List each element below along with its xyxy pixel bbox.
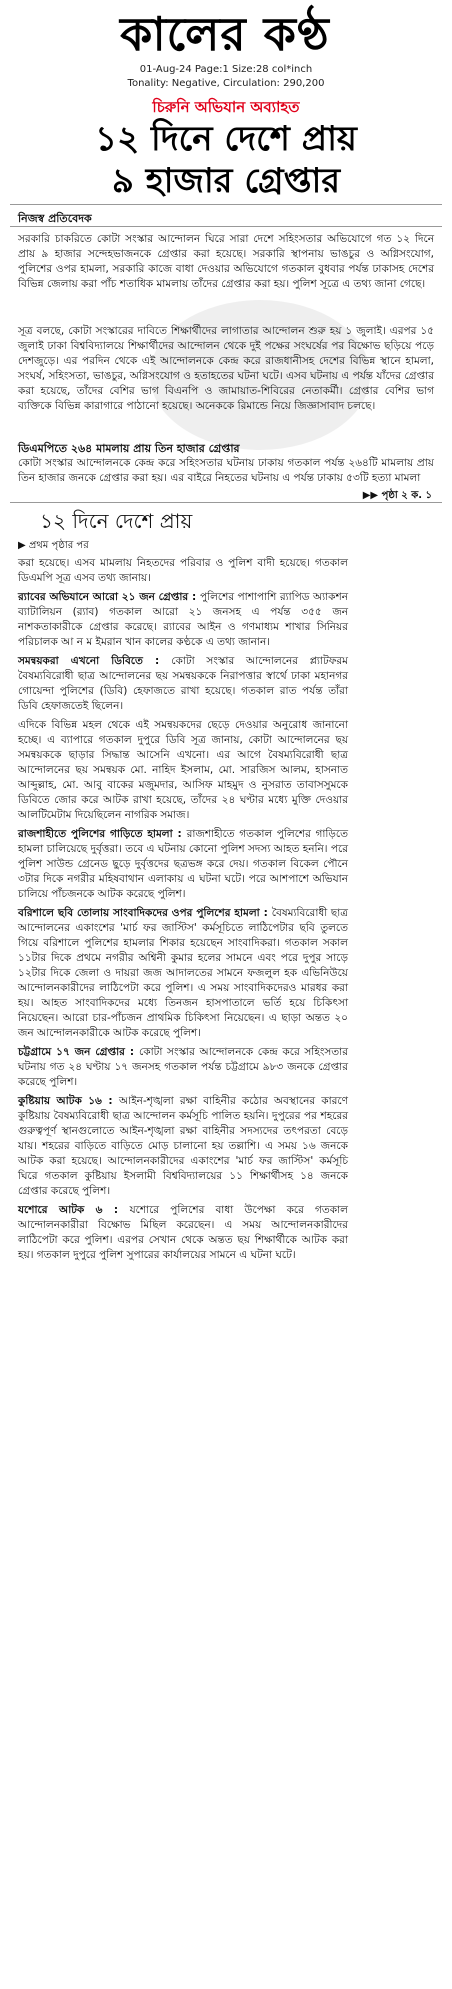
paragraph-text: করা হয়েছে। এসব মামলায় নিহতদের পরিবার ও পুলিশ বাদী হয়েছে। গতকাল ডিএমপি সূত্র এসব তথ্য জানায়। — [18, 557, 348, 584]
continuation-paragraph — [18, 906, 348, 1041]
subheading-text: কোটা সংস্কার আন্দোলনকে কেন্দ্র করে সহিংসতার ঘটনায় ঢাকায় গতকাল পর্যন্ত ২৬৪টি মামলায় প্রায় তিন হাজার জনকে গ্রেপ্তার করা হয়। এর বাইরে নিহতের ঘটনায় এ পর্যন্ত ঢাকায় ৫৩টি হত্যা মামলা — [18, 457, 434, 484]
article-intro: সরকারি চাকরিতে কোটা সংস্কার আন্দোলন ঘিরে সারা দেশে সহিংসতার অভিযোগে গত ১২ দিনে প্রায় ৯ হাজার সন্দেহভাজনকে গ্রেপ্তার করা হয়েছে। সরকারি স্থাপনায় ভাঙচুর ও অগ্নিসংযোগ, পুলিশের ওপর হামলা, সরকারি কাজে বাধা দেওয়ার অভিযোগে গতকাল বুধবার পর্যন্ত ঢাকাসহ দেশের বিভিন্ন জেলায় করা পাঁচ শতাধিক মামলায় তাঁদের গ্রেপ্তার করা হয়। পুলিশ সূত্রে এ তথ্য জানা গেছে। — [18, 233, 434, 290]
continuation-paragraph — [18, 718, 348, 823]
continuation-paragraph — [18, 590, 348, 650]
paper-masthead: কালের কণ্ঠ — [120, 7, 330, 61]
paragraph-lead: রাজশাহীতে পুলিশের গাড়িতে হামলা : — [18, 828, 187, 840]
continuation-paragraph — [18, 1094, 348, 1199]
article-byline: নিজস্ব প্রতিবেদক — [18, 212, 92, 225]
headline-line-1: ১২ দিনে দেশে প্রায় — [95, 119, 357, 159]
divider — [10, 226, 442, 227]
paragraph-text: আইন-শৃঙ্খলা রক্ষা বাহিনীর কঠোর অবস্থানের কারণে কুষ্টিয়ায় বৈষম্যবিরোধী ছাত্র আন্দোলন কর্মসূচি পালিত হয়নি। দুপুরের পর শহরের গুরুত্বপূর্ণ স্থানগুলোতে আইন-শৃঙ্খলা রক্ষা বাহিনীর সদস্যদের তৎপরতা বেড়ে যায়। শহরের বাড়িতে বাড়িতে মোড় চালানো হয় তল্লাশি। এ সময় ১৬ জনকে আটক করা হয়েছে। আন্দোলনকারীদের একাংশের 'মার্চ ফর জাস্টিস' কর্মসূচি ঘিরে গতকাল কুষ্টিয়ায় ইসলামী বিশ্ববিদ্যালয়ের ১১ শিক্ষার্থীসহ ১৪ জনকে গ্রেপ্তার করেছে পুলিশ। — [18, 1095, 348, 1197]
paragraph-text: পুলিশের পাশাপাশি র‍্যাপিড অ্যাকশন ব্যাটালিয়ন (র‍্যাব) গতকাল আরো ২১ জনসহ এ পর্যন্ত ৩৫৫ জন নাশকতাকারীকে গ্রেপ্তার করেছে। র‍্যাবের আইন ও গণমাধ্যম শাখার সিনিয়র পরিচালক আ ন ম ইমরান খান কালের কণ্ঠকে এ তথ্য জানান। — [18, 591, 348, 648]
paragraph-lead: যশোরে আটক ৬ : — [18, 1204, 130, 1216]
divider — [10, 204, 442, 205]
paragraph-lead: র‍্যাবের অভিযানে আরো ২১ জন গ্রেপ্তার : — [18, 591, 200, 603]
continuation-from: ▶ প্রথম পৃষ্ঠার পর — [18, 540, 89, 551]
headline-line-2: ৯ হাজার গ্রেপ্তার — [111, 161, 341, 201]
divider — [10, 502, 442, 503]
clipping-tonality: Tonality: Negative, Circulation: 290,200 — [127, 78, 325, 89]
continuation-paragraph — [18, 654, 348, 714]
clipping-meta: 01-Aug-24 Page:1 Size:28 col*inch — [139, 64, 313, 75]
article-headline — [20, 118, 432, 202]
article-kicker: চিরুনি অভিযান অব্যাহত — [152, 98, 300, 116]
paragraph-text: বৈষম্যবিরোধী ছাত্র আন্দোলনের একাংশের 'মার্চ ফর জাস্টিস' কর্মসূচিতে লাঠিপেটার ছবি তুলতে গিয়ে বরিশালে পুলিশের হামলার শিকার হয়েছেন সাংবাদিকরা। গতকাল সকাল ১১টার দিকে প্রথমে নগরীর অশ্বিনী কুমার হলের সামনে এবং পরে দুপুর সাড়ে ১২টার দিকে জেলা ও দায়রা জজ আদালতের সামনে ফজলুল হক এভিনিউয়ে আন্দোলনকারীদের লাঠিপেটা করে পুলিশ। এ সময় সাংবাদিকদেরও মারধর করা হয়। আহত সাংবাদিকদের মধ্যে তিনজন হাসপাতালে ভর্তি হয়ে চিকিৎসা নিয়েছেন। আরো চার-পাঁচজন প্রাথমিক চিকিৎসা নিয়েছেন। এ ছাড়া অন্তত ২০ জন আন্দোলনকারীকে আটক করেছে পুলিশ। — [18, 907, 348, 1039]
paragraph-text: রাজশাহীতে গতকাল পুলিশের গাড়িতে হামলা চালিয়েছে দুর্বৃত্তরা। তবে এ ঘটনায় কোনো পুলিশ সদস্য আহত হননি। পরে পুলিশ সাউন্ড গ্রেনেড ছুড়ে দুর্বৃত্তদের ছত্রভঙ্গ করে দেয়। গতকাল বিকেল পৌনে ৩টার দিকে নগরীর মহিষবাথান এলাকায় এ ঘটনা ঘটে। পরে আশপাশে অভিযান চালিয়ে পাঁচজনকে আটক করেছে পুলিশ। — [18, 828, 349, 900]
continuation-column — [18, 556, 348, 1267]
continuation-paragraph — [18, 556, 348, 586]
continuation-paragraph — [18, 1203, 348, 1263]
paragraph-lead: কুষ্টিয়ায় আটক ১৬ : — [18, 1095, 119, 1107]
continuation-paragraph — [18, 1045, 348, 1090]
paragraph-lead: বরিশালে ছবি তোলায় সাংবাদিকদের ওপর পুলিশের হামলা : — [18, 907, 272, 919]
article-body: সূত্র বলছে, কোটা সংস্কারের দাবিতে শিক্ষার্থীদের লাগাতার আন্দোলন শুরু হয় ১ জুলাই। এরপর ১৫ জুলাই ঢাকা বিশ্ববিদ্যালয়ে শিক্ষার্থীদের আন্দোলন থেকে দুই পক্ষের সংঘর্ষের পর বিক্ষোভ ছড়িয়ে পড়ে দেশজুড়ে। এর পরদিন থেকে এই আন্দোলনকে কেন্দ্র করে রাজধানীসহ দেশের বিভিন্ন স্থানে হামলা, সংঘর্ষ, সহিংসতা, ভাঙচুর, অগ্নিসংযোগ ও হতাহতের ঘটনা ঘটে। এসব ঘটনায় এ পর্যন্ত যাঁদের গ্রেপ্তার করা হয়েছে, তাঁদের বেশির ভাগ বিএনপি ও জামায়াত-শিবিরের নেতাকর্মী। গ্রেপ্তার বেশির ভাগ ব্যক্তিকে বিভিন্ন কারাগারে পাঠানো হয়েছে। অনেককে রিমান্ডে নিয়ে জিজ্ঞাসাবাদ চলছে। — [18, 325, 434, 412]
subheading: ডিএমপিতে ২৬৪ মামলায় প্রায় তিন হাজার গ্রেপ্তার — [18, 442, 240, 455]
continuation-paragraph — [18, 827, 348, 902]
continuation-title: ১২ দিনে দেশে প্রায় — [40, 509, 193, 533]
paragraph-lead: চট্টগ্রামে ১৭ জন গ্রেপ্তার : — [18, 1046, 139, 1058]
paragraph-text: এদিকে বিভিন্ন মহল থেকে এই সমন্বয়কদের ছেড়ে দেওয়ার অনুরোধ জানানো হচ্ছে। এ ব্যাপারে গতকাল দুপুরে ডিবি সূত্র জানায়, কোটা আন্দোলনের ছয় সমন্বয়ককে ছাড়ার সিদ্ধান্ত আসেনি এখনো। এর আগে বৈষম্যবিরোধী ছাত্র আন্দোলনের ছয় সমন্বয়ক মো. নাহিদ ইসলাম, মো. সারজিস আলম, হাসনাত আব্দুল্লাহ, মো. আবু বাকের মজুমদার, আসিফ মাহমুদ ও নুসরাত তাবাসসুমকে ডিবিতে জোর করে আটক রাখা হয়েছে, তাঁদের ২৪ ঘণ্টার মধ্যে মুক্তি দেওয়ার আলটিমেটাম দিয়েছিলেন নাগরিক সমাজ। — [18, 719, 348, 821]
paragraph-text: কোটা সংস্কার আন্দোলনের প্ল্যাটফরম বৈষম্যবিরোধী ছাত্র আন্দোলনের ছয় সমন্বয়ককে নিরাপত্তার স্বার্থে ঢাকা মহানগর গোয়েন্দা পুলিশের (ডিবি) হেফাজতে রাখা হয়েছে। গতকাল রাত পর্যন্ত তাঁরা ডিবি হেফাজতেই ছিলেন। — [18, 655, 348, 712]
paragraph-lead: সমন্বয়করা এখনো ডিবিতে : — [18, 655, 172, 667]
jump-link: ▶▶ পৃষ্ঠা ২ ক. ১ — [362, 490, 432, 501]
paragraph-text: কোটা সংস্কার আন্দোলনকে কেন্দ্র করে সহিংসতার ঘটনায় গত ২৪ ঘণ্টায় ১৭ জনসহ গতকাল পর্যন্ত চট্টগ্রামে ৯৮৩ জনকে গ্রেপ্তার করেছে পুলিশ। — [18, 1046, 348, 1088]
paragraph-text: যশোরে পুলিশের বাধা উপেক্ষা করে গতকাল আন্দোলনকারীরা বিক্ষোভ মিছিল করেছেন। এ সময় আন্দোলনকারীদের লাঠিপেটা করে পুলিশ। এরপর সেখান থেকে অন্তত ছয় শিক্ষার্থীকে আটক করা হয়। গতকাল দুপুরে পুলিশ সুপারের কার্যালয়ের সামনে এ ঘটনা ঘটে। — [18, 1204, 348, 1261]
